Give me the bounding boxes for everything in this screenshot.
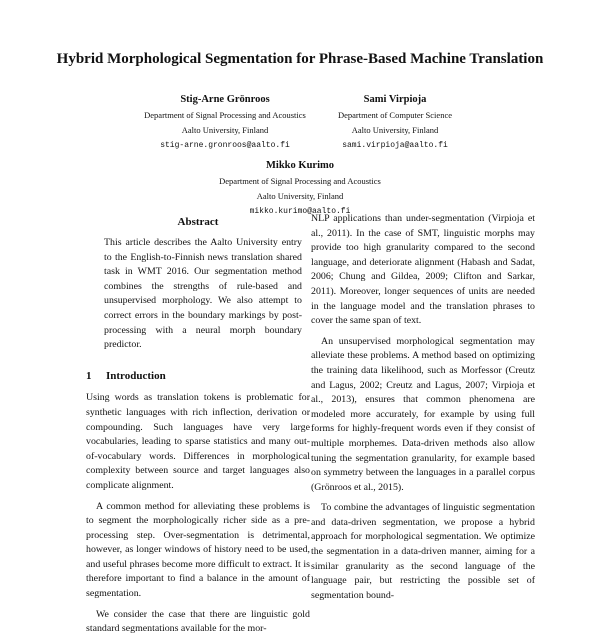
author-name: Stig-Arne Grönroos bbox=[180, 94, 270, 105]
author-email: mikko.kurimo@aalto.fi bbox=[249, 207, 351, 216]
author-email: sami.virpioja@aalto.fi bbox=[342, 141, 448, 150]
section-number: 1 bbox=[86, 369, 92, 382]
paragraph: NLP applications than under-segmentation (Virpioja et al., 2011). In the case of SMT, linguistic morphs may provide too high granularity compared to the second language, and deteriorate alignment (Habash and Sadat, 2006; Chung and Gildea, 2009; Clifton and Sarkar, 2011). Moreover, longer sequences of units are needed in the language model and the translation phrases to cover the same span of text. bbox=[311, 213, 535, 327]
author-name: Mikko Kurimo bbox=[266, 160, 334, 171]
paragraph: A common method for alleviating these problems is to segment the morphologically richer side as a pre-processing step. Over-segmentation is detrimental, however, as longer windows of history need to be used, and useful phrases become more difficult to extract. It is therefore important to find a balance in the amount of segmentation. bbox=[86, 500, 310, 600]
author-block bbox=[190, 158, 410, 219]
section-heading bbox=[86, 369, 310, 384]
paragraph: To combine the advantages of linguistic segmentation and data-driven segmentation, we propose a hybrid approach for morphological segmentation. We optimize the segmentation in a data-driven manner, aiming for a similar granularity as the second language of the language pair, but restricting the possible set of segmentation bound- bbox=[311, 502, 535, 601]
author-department: Department of Signal Processing and Acoustics bbox=[219, 176, 381, 186]
author-affiliation: Aalto University, Finland bbox=[256, 191, 344, 201]
paragraph: We consider the case that there are linguistic gold standard segmentations available for the mor- bbox=[86, 608, 310, 635]
abstract-text: This article describes the Aalto University entry to the English-to-Finnish news translation shared task in WMT 2016. Our segmentation method combines the strengths of rule-based and unsupervised morphology. We also attempt to correct errors in the boundary markings by post-processing with a neural morph boundary predictor. bbox=[104, 237, 302, 351]
section-title: Introduction bbox=[106, 369, 166, 382]
author-department: Department of Computer Science bbox=[337, 110, 452, 120]
paper-title: Hybrid Morphological Segmentation for Phrase-Based Machine Translation bbox=[56, 51, 544, 67]
author-affiliation: Aalto University, Finland bbox=[181, 125, 269, 135]
abstract-heading: Abstract bbox=[177, 216, 219, 228]
author-affiliation: Aalto University, Finland bbox=[351, 125, 439, 135]
author-name: Sami Virpioja bbox=[363, 94, 427, 105]
author-department: Department of Signal Processing and Acoustics bbox=[144, 110, 306, 120]
author-email: stig-arne.gronroos@aalto.fi bbox=[160, 141, 290, 150]
paragraph: An unsupervised morphological segmentation may alleviate these problems. A method based on optimizing the training data likelihood, such as Morfessor (Creutz and Lagus, 2002; Creutz and Lagus, 2007; Virpioja et al., 2013), ensures that common phenomena are modeled more accurately, for example by using full forms for highly-frequent words even if they consist of multiple morphemes. Data-driven methods also allow tuning the segmentation granularity, for example based on symmetry between the languages in a parallel corpus (Grönroos et al., 2015). bbox=[311, 335, 535, 493]
left-column bbox=[86, 214, 310, 643]
paragraph: Using words as translation tokens is problematic for synthetic languages with rich inflection, derivation or compounding. Such languages have very large vocabularies, leading to sparse statistics and many out-of-vocabulary words. Differences in morphological complexity between source and target languages also complicate alignment. bbox=[86, 392, 310, 491]
author-block bbox=[280, 92, 510, 153]
right-column bbox=[311, 212, 535, 609]
